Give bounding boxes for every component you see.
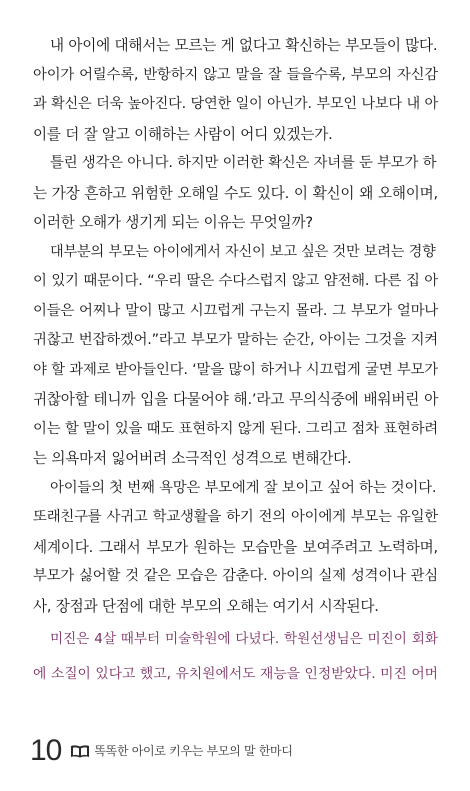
body-text	[33, 31, 438, 621]
paragraph-line: 틀린 생각은 아니다. 하지만 이러한 확신은 자녀를 둔 부모가 하	[50, 155, 437, 171]
paragraph-line: 내 아이에 대해서는 모르는 게 없다고 확신하는 부모들이 많다.	[50, 37, 438, 54]
paragraph-line: 사, 장점과 단점에 대한 부모의 오해는 여기서 시작된다.	[33, 597, 379, 615]
paragraph-line: 과 확신은 더욱 높아진다. 당연한 일이 아닌가. 부모인 나보다 내 아	[33, 96, 438, 112]
paragraph-line: 는 의욕마저 잃어버려 소극적인 성격으로 변해간다.	[33, 450, 352, 467]
open-book-icon	[70, 744, 90, 759]
paragraph-line: 귀찮고 번잡하겠어.”라고 부모가 말하는 순간, 아이는 그것을 지켜	[33, 332, 438, 348]
paragraph-line: 또래친구를 사귀고 학교생활을 하기 전의 아이에게 부모는 유일한	[33, 509, 438, 525]
paragraph-line: 이러한 오해가 생기게 되는 이유는 무엇일까?	[33, 214, 313, 231]
paragraph-line: 아이가 어릴수록, 반항하지 않고 말을 잘 들을수록, 부모의 자신감	[33, 66, 438, 83]
paragraph-line: 이 있기 때문이다. “우리 딸은 수다스럽지 않고 얌전해. 다른 집 아	[33, 273, 438, 289]
paragraph-line: 이들은 어찌나 말이 많고 시끄럽게 구는지 몰라. 그 부모가 얼마나	[33, 302, 438, 319]
paragraph-line: 세계이다. 그래서 부모가 원하는 모습만을 보여주려고 노력하며,	[33, 538, 438, 556]
paragraph-line: 이를 더 잘 알고 이해하는 사람이 어디 있겠는가.	[33, 125, 333, 143]
excerpt-line: 미진은 4살 때부터 미술학원에 다녔다. 학원선생님은 미진이 회화	[50, 631, 438, 647]
handwritten-excerpt	[33, 622, 438, 692]
paragraph-line: 귀찮아할 테니까 입을 다물어야 해.’라고 무의식중에 배워버린 아	[33, 391, 438, 408]
paragraph-line: 야 할 과제로 받아들인다. ‘말을 많이 하거나 시끄럽게 굴면 부모가	[33, 361, 438, 378]
book-title: 똑똑한 아이로 키우는 부모의 말 한마디	[94, 744, 293, 758]
paragraph-line: 부모가 싫어할 것 같은 모습은 감춘다. 아이의 실제 성격이나 관심	[33, 568, 438, 584]
excerpt-line: 에 소질이 있다고 했고, 유치원에서도 재능을 인정받았다. 미진 어머	[33, 666, 438, 682]
paragraph-line: 이는 할 말이 있을 때도 표현하지 않게 된다. 그리고 점차 표현하려	[33, 420, 438, 437]
page-number: 10	[30, 734, 62, 767]
paragraph-line: 는 가장 흔하고 위험한 오해일 수도 있다. 이 확신이 왜 오해이며,	[33, 184, 438, 202]
paragraph-line: 아이들의 첫 번째 욕망은 부모에게 잘 보이고 싶어 하는 것이다.	[50, 479, 437, 496]
page-footer	[30, 733, 293, 769]
paragraph-line: 대부분의 부모는 아이에게서 자신이 보고 싶은 것만 보려는 경향	[50, 243, 436, 260]
